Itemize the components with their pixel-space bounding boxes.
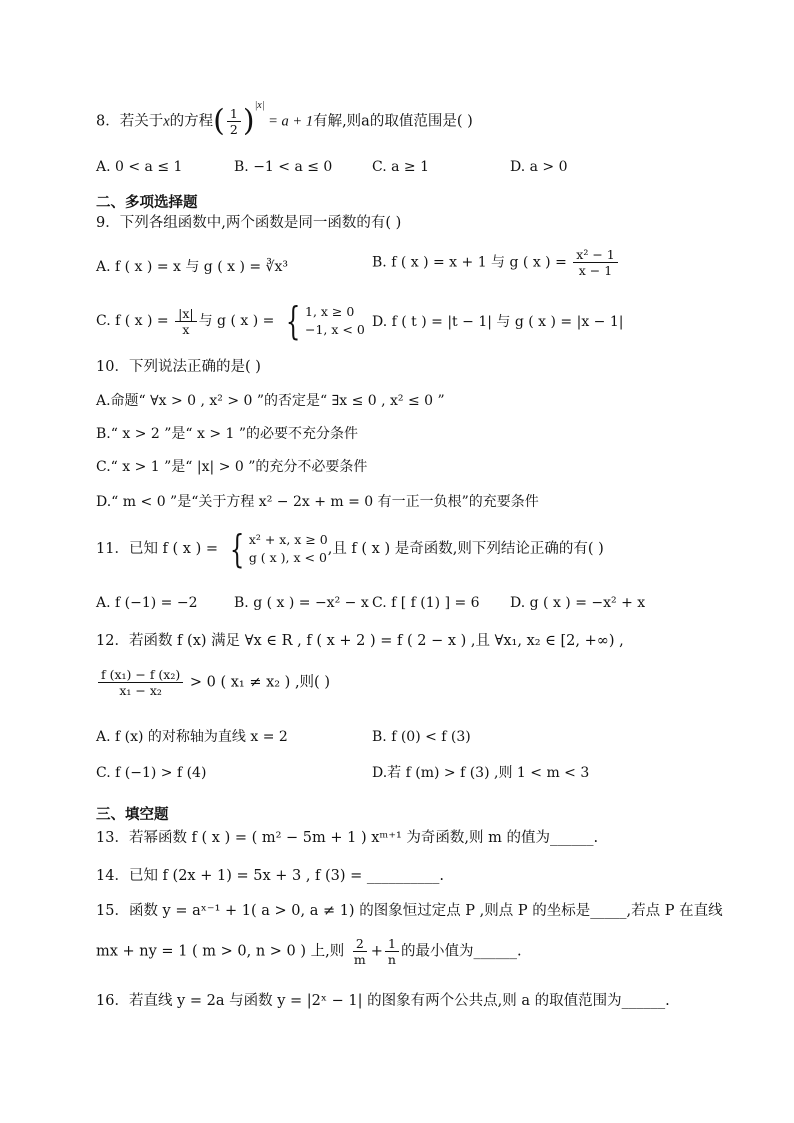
q9-option-c: C. f ( x ) = $\frac{|x|}{x}$ 与 g ( x ) = { 1, x ≥ 0 −1, x < 0 [96,299,365,343]
q11-option-d: D. g ( x ) = −x² + x [510,595,646,611]
q8-fraction: $\frac{1}{2}$ [227,106,241,137]
q11-piecewise: { x² + x, x ≥ 0 g ( x ), x < 0 [229,527,328,571]
q9-b-fraction: $\frac{\text{x² − 1}}{x - 1}$ [573,247,617,278]
q15-fraction-2: $\frac{1}{n}$ [385,936,399,967]
q11-option-c: C. f [ f (1) ] = 6 [372,595,480,611]
q15-fraction-1: $\frac{2}{m}$ [353,936,366,967]
q12-line-1: 12．若函数 f (x) 满足 ∀x ∈ R , f ( x + 2 ) = f ( 2 − x ) ,且 ∀x₁, x₂ ∈ [2, +∞) , [96,633,624,649]
q8-text-post: 有解,则a的取值范围是( ) [313,113,473,130]
q9-option-d: D. f ( t ) = |t − 1| 与 g ( x ) = |x − 1| [372,314,624,330]
question-13: 13．若幂函数 f ( x ) = ( m² − 5m + 1 ) xᵐ⁺¹ 为奇函数,则 m 的值为______. [96,830,599,846]
q12-fraction: $\frac{\text{f (x₁) − f (x₂)}}{\text{x₁ − x₂}}$ [98,667,183,698]
q12-option-b: B. f (0) < f (3) [372,729,471,745]
q8-left-paren: ( [213,103,225,139]
q10-option-d: D.“ m < 0 ”是“关于方程 x² − 2x + m = 0 有一正一负根”的充要条件 [96,494,539,510]
q10-option-a: A.命题“ ∀x > 0 , x² > 0 ”的否定是“ ∃x ≤ 0 , x² ≤ 0 ” [96,393,445,409]
q8-text-pre: 8．若关于 [96,113,164,130]
question-8 [96,99,473,139]
q8-text-mid: 的方程 [169,113,214,130]
question-11: 11．已知 f ( x ) = { x² + x, x ≥ 0 g ( x ), x < 0 ,且 f ( x ) 是奇函数,则下列结论正确的有( ) [96,527,604,571]
q8-option-b: B. −1 < a ≤ 0 [234,159,333,175]
section-2-title: 二、多项选择题 [96,195,198,211]
q11-option-b: B. g ( x ) = −x² − x [234,595,369,611]
q12-option-d: D.若 f (m) > f (3) ,则 1 < m < 3 [372,765,590,781]
q9-option-b: B. f ( x ) = x + 1 与 g ( x ) = $\frac{\text{x² − 1}}{x - 1}$ [372,247,620,278]
q15-line-1: 15．函数 y = aˣ⁻¹ + 1( a > 0, a ≠ 1) 的图象恒过定点 P ,则点 P 的坐标是_____,若点 P 在直线 [96,903,723,919]
question-14: 14．已知 f (2x + 1) = 5x + 3 , f (3) = __________. [96,868,445,884]
q10-option-b: B.“ x > 2 ”是“ x > 1 ”的必要不充分条件 [96,426,359,442]
q8-rhs: = a + 1 [264,113,314,130]
q8-right-paren: ) [242,103,255,139]
q12-option-a: A. f (x) 的对称轴为直线 x = 2 [96,729,288,745]
q8-exponent: |x| [254,99,265,111]
q11-option-a: A. f (−1) = −2 [96,595,198,611]
section-3-title: 三、填空题 [96,807,169,823]
q9-c-fraction: $\frac{|x|}{x}$ [175,306,196,337]
q15-line-2: mx + ny = 1 ( m > 0, n > 0 ) 上,则 $\frac{2}{m}$ + $\frac{1}{n}$ 的最小值为______. [96,936,522,967]
q12-line-2: $\frac{\text{f (x₁) − f (x₂)}}{\text{x₁ − x₂}}$ > 0 ( x₁ ≠ x₂ ) ,则( ) [96,667,330,698]
q8-option-a: A. 0 < a ≤ 1 [96,159,183,175]
q10-stem: 10．下列说法正确的是( ) [96,359,261,375]
q8-var-x: x [163,113,170,130]
q8-option-d: D. a > 0 [510,159,568,175]
q12-option-c: C. f (−1) > f (4) [96,765,207,781]
q9-option-a: A. f ( x ) = x 与 g ( x ) = ∛x³ [96,259,288,275]
q10-option-c: C.“ x > 1 ”是“ |x| > 0 ”的充分不必要条件 [96,459,368,475]
q9-stem: 9．下列各组函数中,两个函数是同一函数的有( ) [96,215,402,231]
q9-c-piecewise: { 1, x ≥ 0 −1, x < 0 [285,299,365,343]
question-16: 16．若直线 y = 2a 与函数 y = |2ˣ − 1| 的图象有两个公共点,则 a 的取值范围为______. [96,993,670,1009]
q8-option-c: C. a ≥ 1 [372,159,429,175]
